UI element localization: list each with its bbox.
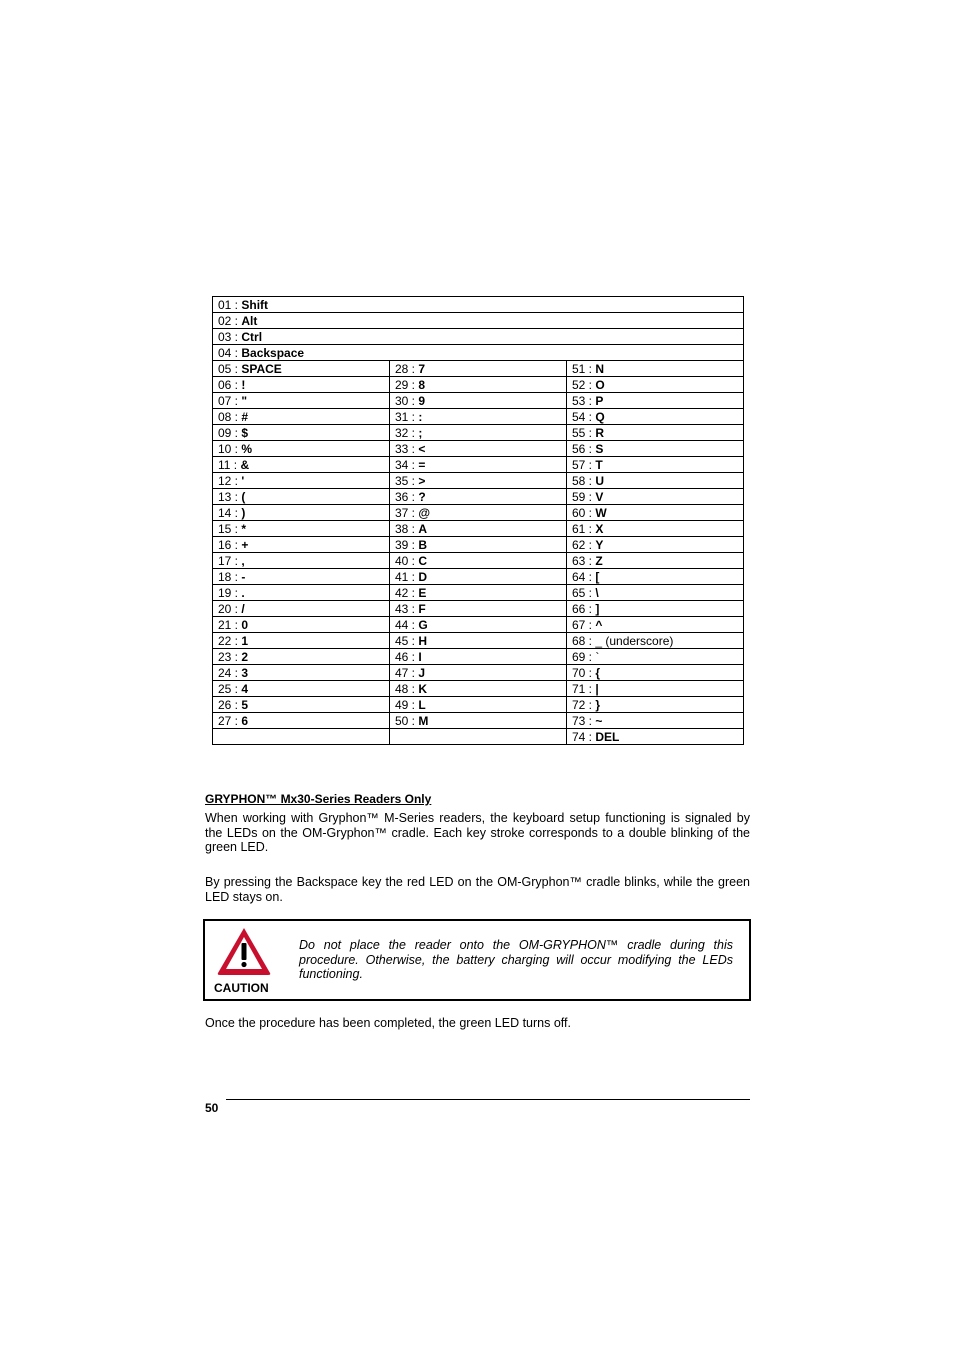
key-name: D [418,569,428,584]
caution-label: CAUTION [214,981,269,995]
table-cell [390,409,567,425]
table-cell [213,569,390,585]
footer-divider [226,1099,750,1100]
key-code: 56 : [572,441,596,456]
key-name: Z [595,553,603,568]
table-cell [390,505,567,521]
table-cell [213,585,390,601]
key-code: 01 : [218,297,242,312]
table-row [213,297,744,313]
key-code: 21 : [218,617,242,632]
key-name: 6 [241,713,249,728]
key-name: { [595,665,601,680]
table-cell [390,553,567,569]
key-name: Y [595,537,604,552]
table-row [213,489,744,505]
key-name: Alt [241,313,258,328]
key-name: ] [595,601,600,616]
key-name: = [418,457,426,472]
table-cell [567,441,744,457]
table-cell [567,585,744,601]
key-name: A [418,521,428,536]
key-code: 40 : [395,553,419,568]
key-code: 23 : [218,649,242,664]
key-name: L [418,697,426,712]
key-code: 60 : [572,505,596,520]
table-row [213,473,744,489]
key-name: ; [418,425,423,440]
table-cell [567,569,744,585]
table-cell [213,649,390,665]
table-cell [567,553,744,569]
key-name: , [241,553,245,568]
table-row [213,665,744,681]
key-name: N [595,361,605,376]
table-cell [390,729,567,745]
table-cell [567,473,744,489]
table-cell [390,441,567,457]
table-cell [567,665,744,681]
table-row [213,361,744,377]
paragraph-backspace: By pressing the Backspace key the red LED on the OM-Gryphon™ cradle blinks, while the green LED stays on. [205,875,750,904]
table-cell [213,473,390,489]
table-cell [390,425,567,441]
key-code: 37 : [395,505,419,520]
key-name: Ctrl [241,329,263,344]
key-code: 05 : [218,361,242,376]
table-cell [567,505,744,521]
table-cell [213,393,390,409]
key-code: 30 : [395,393,419,408]
key-code-table-body [213,297,744,745]
key-code: 18 : [218,569,242,584]
key-name: W [595,505,607,520]
key-name: \ [595,585,599,600]
page-number: 50 [205,1101,219,1115]
table-cell [567,681,744,697]
table-row [213,729,744,745]
key-code: 52 : [572,377,596,392]
table-cell [213,313,744,329]
table-cell [213,441,390,457]
table-cell [213,601,390,617]
key-code: 71 : [572,681,596,696]
key-name: 4 [241,681,249,696]
table-row [213,649,744,665]
caution-text: Do not place the reader onto the OM-GRYPHON™ cradle during this procedure. Otherwise, the battery charging will occur modifying the LEDs functioning. [299,938,733,982]
table-row [213,553,744,569]
key-name: # [241,409,249,424]
key-code: 34 : [395,457,419,472]
key-name: ~ [595,713,603,728]
key-code: 13 : [218,489,242,504]
key-name: } [595,697,601,712]
table-cell [567,633,744,649]
table-row [213,441,744,457]
key-name: : [418,409,423,424]
table-cell [213,425,390,441]
key-name: B [418,537,428,552]
table-row [213,681,744,697]
table-cell [567,649,744,665]
key-name: * [241,521,247,536]
table-cell [390,361,567,377]
key-code: 31 : [395,409,419,424]
key-code: 57 : [572,457,596,472]
key-name: I [418,649,422,664]
table-cell [567,713,744,729]
key-name: J [418,665,426,680]
section-title: GRYPHON™ Mx30-Series Readers Only [205,792,432,806]
key-code: 14 : [218,505,242,520]
key-code: 03 : [218,329,242,344]
key-name: M [418,713,429,728]
key-name: 1 [241,633,249,648]
key-code: 27 : [218,713,242,728]
key-name: E [418,585,427,600]
key-code: 44 : [395,617,419,632]
table-row [213,313,744,329]
key-code: 41 : [395,569,419,584]
caution-box [203,919,751,1001]
table-cell [390,489,567,505]
key-name: 9 [418,393,426,408]
key-name: . [241,585,245,600]
table-row [213,617,744,633]
key-code: 04 : [218,345,242,360]
key-code: 16 : [218,537,242,552]
table-cell [390,537,567,553]
table-row [213,633,744,649]
key-code: 08 : [218,409,242,424]
key-code: 25 : [218,681,242,696]
key-code: 74 : [572,729,596,744]
key-name: DEL [595,729,620,744]
table-cell [213,457,390,473]
table-row [213,409,744,425]
table-cell [213,553,390,569]
key-name: ^ [595,617,603,632]
table-cell [213,361,390,377]
table-cell [567,617,744,633]
key-code: 28 : [395,361,419,376]
table-cell [390,617,567,633]
key-name-plain: _ (underscore) [595,633,674,648]
key-code: 29 : [395,377,419,392]
table-cell [390,649,567,665]
table-cell [567,409,744,425]
table-cell [567,393,744,409]
table-cell [213,729,390,745]
table-cell [213,521,390,537]
table-cell [390,473,567,489]
table-cell [213,713,390,729]
table-cell [567,425,744,441]
table-cell [213,681,390,697]
key-name: ( [241,489,246,504]
table-row [213,697,744,713]
key-name: X [595,521,604,536]
table-cell [390,569,567,585]
table-cell [390,393,567,409]
key-name: S [595,441,604,456]
table-cell [390,521,567,537]
key-code: 22 : [218,633,242,648]
key-name: 3 [241,665,249,680]
key-name: 0 [241,617,249,632]
table-cell [213,409,390,425]
key-name: V [595,489,604,504]
key-code: 67 : [572,617,596,632]
key-name: - [241,569,246,584]
key-name: F [418,601,426,616]
key-name: ! [241,377,246,392]
key-code: 17 : [218,553,242,568]
key-name: ) [241,505,246,520]
table-cell [213,345,744,361]
key-code: 42 : [395,585,419,600]
key-code: 10 : [218,441,242,456]
table-row [213,505,744,521]
table-cell [213,633,390,649]
table-cell [390,697,567,713]
table-cell [390,713,567,729]
key-name: + [241,537,249,552]
key-name: G [418,617,428,632]
key-code: 12 : [218,473,242,488]
table-cell [390,665,567,681]
key-code: 26 : [218,697,242,712]
key-code: 32 : [395,425,419,440]
key-name: Shift [241,297,269,312]
warning-triangle-icon [215,925,273,977]
key-code: 66 : [572,601,596,616]
key-name: ' [241,473,245,488]
table-cell [213,697,390,713]
table-row [213,601,744,617]
key-code: 48 : [395,681,419,696]
key-code: 64 : [572,569,596,584]
table-row [213,537,744,553]
table-row [213,457,744,473]
table-cell [213,329,744,345]
table-cell [567,489,744,505]
key-code: 33 : [395,441,419,456]
table-cell [390,681,567,697]
table-cell [567,537,744,553]
table-cell [567,361,744,377]
key-name: T [595,457,603,472]
key-code: 62 : [572,537,596,552]
key-code: 09 : [218,425,242,440]
key-name: 2 [241,649,249,664]
table-cell [567,729,744,745]
table-cell [213,489,390,505]
key-code: 47 : [395,665,419,680]
key-name: K [418,681,428,696]
key-code: 39 : [395,537,419,552]
table-row [213,425,744,441]
key-code: 61 : [572,521,596,536]
key-code: 20 : [218,601,242,616]
key-name: | [595,681,599,696]
key-code: 45 : [395,633,419,648]
table-row [213,713,744,729]
table-cell [567,457,744,473]
table-cell [213,537,390,553]
key-code: 49 : [395,697,419,712]
key-name: U [595,473,605,488]
paragraph-led-signaling: When working with Gryphon™ M-Series readers, the keyboard setup functioning is signaled by the LEDs on the OM-Gryphon™ cradle. Each key stroke corresponds to a double blinking of the green LED. [205,811,750,855]
key-code: 46 : [395,649,419,664]
key-code: 11 : [218,457,241,472]
table-row [213,569,744,585]
key-code: 07 : [218,393,242,408]
table-cell [390,601,567,617]
key-name: 5 [241,697,249,712]
key-name: SPACE [241,361,282,376]
key-code: 59 : [572,489,596,504]
key-name-plain: ` [595,649,600,664]
key-name: C [418,553,428,568]
key-code: 36 : [395,489,419,504]
table-cell [567,601,744,617]
table-cell [213,377,390,393]
table-row [213,377,744,393]
key-name: % [241,441,253,456]
table-cell [213,617,390,633]
table-row [213,393,744,409]
key-code: 19 : [218,585,242,600]
table-cell [213,505,390,521]
table-cell [567,521,744,537]
key-name: R [595,425,605,440]
key-name: > [418,473,426,488]
key-name: Backspace [241,345,305,360]
key-code: 68 : [572,633,596,648]
key-code: 53 : [572,393,596,408]
key-name: Q [595,409,605,424]
table-cell [390,585,567,601]
key-name: $ [241,425,249,440]
key-name: [ [595,569,600,584]
key-name: P [595,393,604,408]
key-code: 43 : [395,601,419,616]
table-cell [567,697,744,713]
table-cell [567,377,744,393]
key-code: 50 : [395,713,419,728]
key-name: & [240,457,250,472]
key-name: O [595,377,605,392]
paragraph-procedure-complete: Once the procedure has been completed, the green LED turns off. [205,1016,571,1030]
table-row [213,521,744,537]
key-code: 73 : [572,713,596,728]
key-code: 65 : [572,585,596,600]
key-name: 8 [418,377,426,392]
key-name: ? [418,489,426,504]
key-code: 63 : [572,553,596,568]
key-code: 58 : [572,473,596,488]
key-code: 38 : [395,521,419,536]
key-code: 24 : [218,665,242,680]
key-code: 06 : [218,377,242,392]
table-cell [390,457,567,473]
key-name: @ [418,505,431,520]
key-code: 51 : [572,361,596,376]
key-code: 02 : [218,313,242,328]
key-name: < [418,441,426,456]
key-code: 69 : [572,649,596,664]
key-code: 55 : [572,425,596,440]
key-code: 35 : [395,473,419,488]
key-code: 72 : [572,697,596,712]
table-cell [213,665,390,681]
key-name: 7 [418,361,426,376]
key-name: " [241,393,248,408]
key-code: 15 : [218,521,242,536]
table-row [213,345,744,361]
key-code: 70 : [572,665,596,680]
table-row [213,585,744,601]
table-cell [390,633,567,649]
table-cell [390,377,567,393]
key-code-table [212,296,744,745]
table-row [213,329,744,345]
key-code: 54 : [572,409,596,424]
key-name: / [241,601,245,616]
table-cell [213,297,744,313]
key-name: H [418,633,428,648]
